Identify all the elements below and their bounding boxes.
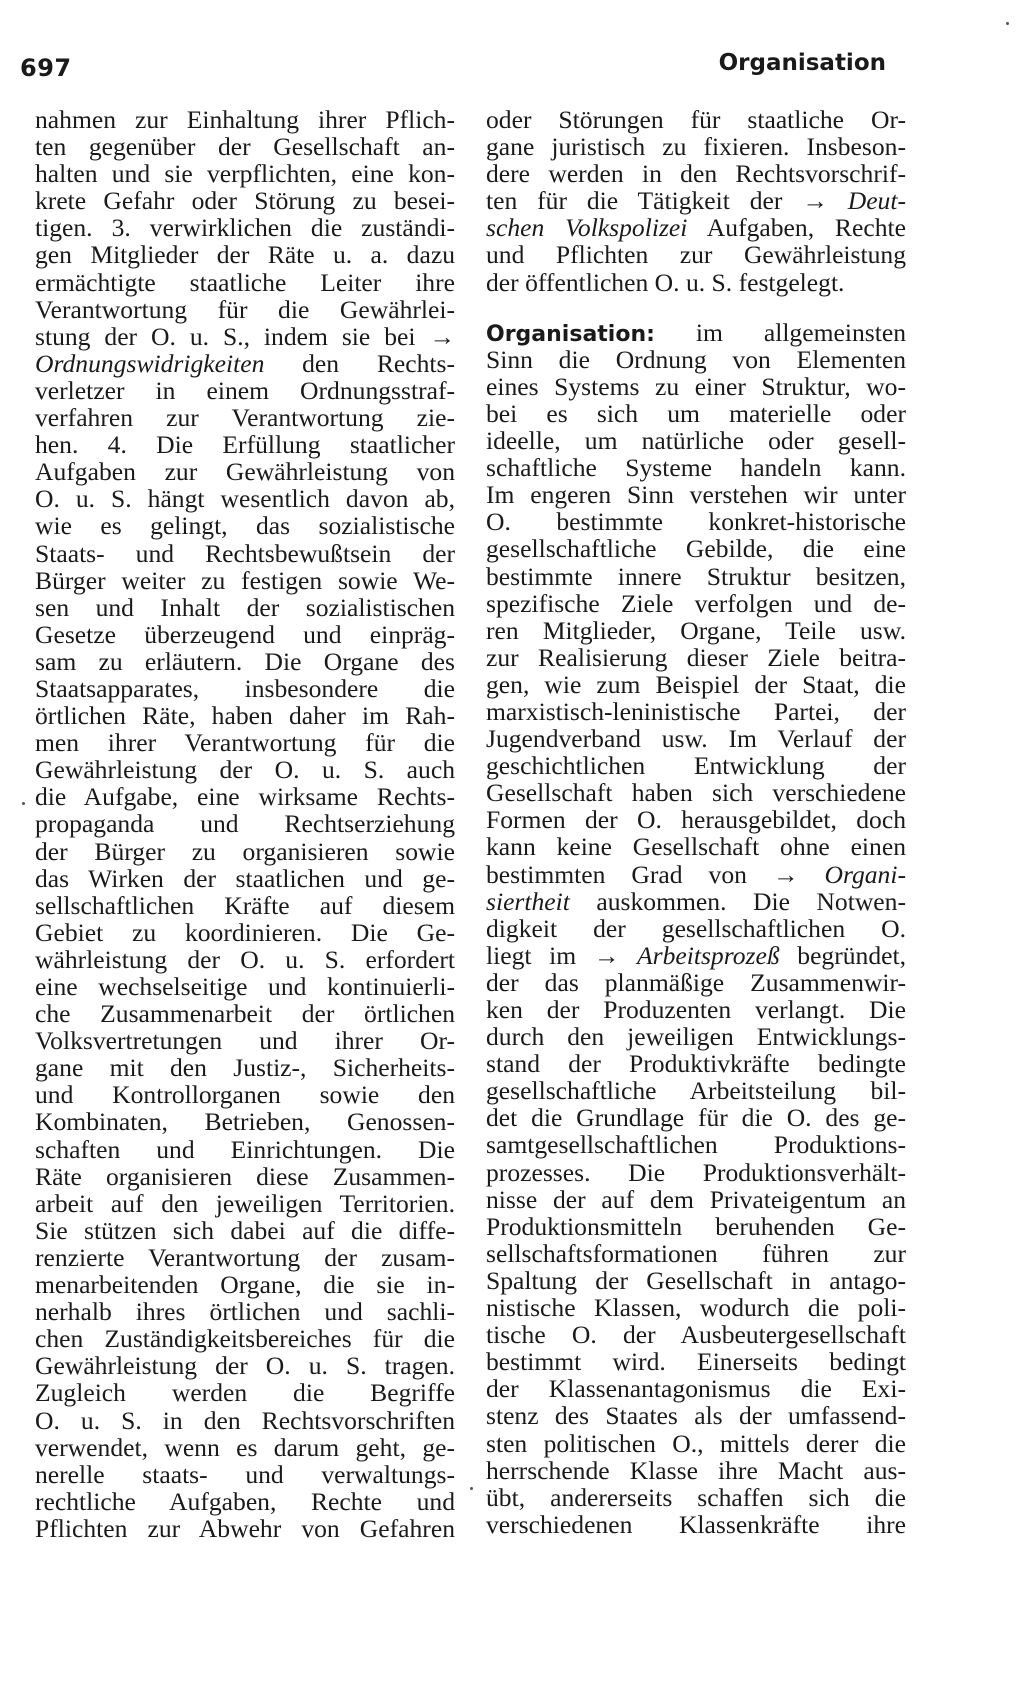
- text-line: gen Mitglieder der Räte u. a. dazu: [35, 240, 455, 270]
- text-line: ideelle, um natürliche oder gesell-: [486, 426, 906, 456]
- entry-first-line-text: im allgemeinsten: [695, 317, 906, 347]
- text-line: gesellschaftliche Arbeitsteilung bil-: [486, 1076, 906, 1106]
- text-line: stung der O. u. S., indem sie bei →: [35, 321, 455, 351]
- text-line: ren Mitglieder, Organe, Teile usw.: [486, 615, 906, 645]
- text-line: Jugendverband usw. Im Verlauf der: [486, 724, 906, 754]
- text-line: eine wechselseitige und kontinuierli-: [35, 972, 455, 1001]
- text-line: nisse der auf dem Privateigentum an: [486, 1184, 906, 1214]
- text-line: Sinn die Ordnung von Elementen: [486, 344, 906, 374]
- text-line: O. u. S. in den Rechtsvorschriften: [35, 1405, 455, 1435]
- text-line: arbeit auf den jeweiligen Territorien.: [35, 1188, 455, 1218]
- text-line: verwendet, wenn es darum geht, ge-: [35, 1432, 455, 1462]
- text-line: sellschaftlichen Kräfte auf diesem: [35, 890, 455, 920]
- text-line: digkeit der gesellschaftlichen O.: [486, 913, 906, 943]
- right-column: [486, 106, 906, 1538]
- text-line: Produktionsmitteln beruhenden Ge-: [486, 1211, 906, 1241]
- text-line: gesellschaftliche Gebilde, die eine: [486, 534, 906, 564]
- text-line: bestimmt wird. Einerseits bedingt: [486, 1347, 906, 1377]
- text-line: Bürger weiter zu festigen sowie We-: [35, 565, 455, 595]
- text-line: tische O. der Ausbeutergesellschaft: [486, 1320, 906, 1350]
- text-line: bei es sich um materielle oder: [486, 398, 906, 428]
- text-line: gen, wie zum Beispiel der Staat, die: [486, 669, 906, 699]
- entry-headword: Organisation:: [486, 321, 655, 347]
- text-line: halten und sie verpflichten, eine kon-: [35, 159, 455, 189]
- text-line: währleistung der O. u. S. erfordert: [35, 944, 455, 974]
- continued-paragraph: [486, 106, 906, 296]
- text-line: O. u. S. hängt wesentlich davon ab,: [35, 484, 455, 514]
- text-line: Verantwortung für die Gewährlei-: [35, 294, 455, 324]
- text-line: verletzer in einem Ordnungsstraf-: [35, 375, 455, 405]
- text-line: bestimmten Grad von → Organi-: [486, 859, 906, 889]
- text-line: bestimmte innere Struktur besitzen,: [486, 561, 906, 591]
- text-line: der Bürger zu organisieren sowie: [35, 836, 455, 866]
- entry-first-line: [486, 319, 906, 346]
- text-line: ten für die Tätigkeit der → Deut-: [486, 186, 906, 216]
- text-line: ken der Produzenten verlangt. Die: [486, 995, 906, 1024]
- text-line: gane mit den Justiz-, Sicherheits-: [35, 1053, 455, 1083]
- text-line: prozesses. Die Produktionsverhält-: [486, 1157, 906, 1187]
- text-line: rechtliche Aufgaben, Rechte und: [35, 1486, 455, 1516]
- text-line: der das planmäßige Zusammenwir-: [486, 967, 906, 997]
- text-line: Staats- und Rechtsbewußtsein der: [35, 538, 455, 568]
- text-line: herrschende Klasse ihre Macht aus-: [486, 1455, 906, 1485]
- text-line: Spaltung der Gesellschaft in antago-: [486, 1265, 906, 1295]
- text-line: gane juristisch zu fixieren. Insbeson-: [486, 132, 906, 162]
- text-line: Gesetze überzeugend und einpräg-: [35, 619, 455, 649]
- text-line: Staatsapparates, insbesondere die: [35, 673, 455, 703]
- text-line: sen und Inhalt der sozialistischen: [35, 592, 455, 622]
- text-line: schaften und Einrichtungen. Die: [35, 1134, 455, 1164]
- text-line: nistische Klassen, wodurch die poli-: [486, 1293, 906, 1323]
- text-line: Zugleich werden die Begriffe: [35, 1378, 455, 1408]
- text-line: O. bestimmte konkret-historische: [486, 507, 906, 537]
- text-line: det die Grundlage für die O. des ge-: [486, 1103, 906, 1133]
- text-line: übt, andererseits schaffen sich die: [486, 1482, 906, 1512]
- text-line: Volksvertretungen und ihrer Or-: [35, 1026, 455, 1056]
- text-line: chen Zuständigkeitsbereiches für die: [35, 1324, 455, 1354]
- text-line: sam zu erläutern. Die Organe des: [35, 646, 455, 676]
- text-line: Räte organisieren diese Zusammen-: [35, 1161, 455, 1191]
- text-line: und Kontrollorganen sowie den: [35, 1080, 455, 1110]
- text-line: schaftliche Systeme handeln kann.: [486, 453, 906, 483]
- text-line: men ihrer Verantwortung für die: [35, 728, 455, 758]
- text-line: eines Systems zu einer Struktur, wo-: [486, 371, 906, 401]
- text-line: che Zusammenarbeit der örtlichen: [35, 999, 455, 1029]
- text-line: schen Volkspolizei Aufgaben, Rechte: [486, 213, 906, 243]
- text-line: stenz des Staates als der umfassend-: [486, 1401, 906, 1431]
- text-line: Kombinaten, Betrieben, Genossen-: [35, 1107, 455, 1137]
- text-line: siertheit auskommen. Die Notwen-: [486, 886, 906, 916]
- text-line: renzierte Verantwortung der zusam-: [35, 1242, 455, 1272]
- text-line: Sie stützen sich dabei auf die diffe-: [35, 1215, 455, 1245]
- text-line: nahmen zur Einhaltung ihrer Pflich-: [35, 105, 455, 134]
- text-line: liegt im → Arbeitsprozeß begründet,: [486, 940, 907, 970]
- text-line: dere werden in den Rechtsvorschrif-: [486, 159, 906, 189]
- text-line: samtgesellschaftlichen Produktions-: [486, 1130, 906, 1160]
- text-line: Formen der O. herausgebildet, doch: [486, 805, 906, 835]
- entry-body: [486, 346, 906, 1538]
- text-line: durch den jeweiligen Entwicklungs-: [486, 1022, 906, 1052]
- text-line: stand der Produktivkräfte bedingte: [486, 1049, 906, 1079]
- running-head: Organisation: [718, 50, 886, 76]
- text-line: der öffentlichen O. u. S. festgelegt.: [486, 267, 845, 297]
- text-line: zur Realisierung dieser Ziele beitra-: [486, 642, 906, 672]
- text-line: örtlichen Räte, haben daher im Rah-: [35, 701, 455, 731]
- text-line: Gewährleistung der O. u. S. auch: [35, 755, 455, 785]
- text-line: die Aufgabe, eine wirksame Rechts-: [35, 782, 455, 812]
- text-line: hen. 4. Die Erfüllung staatlicher: [35, 430, 455, 460]
- text-line: menarbeitenden Organe, die sie in-: [35, 1270, 455, 1300]
- text-line: sten politischen O., mittels derer die: [486, 1428, 906, 1458]
- text-line: Ordnungswidrigkeiten den Rechts-: [35, 348, 455, 378]
- text-line: ermächtigte staatliche Leiter ihre: [35, 267, 455, 297]
- text-line: marxistisch-leninistische Partei, der: [486, 696, 906, 726]
- text-line: spezifische Ziele verfolgen und de-: [486, 588, 906, 618]
- text-line: geschichtlichen Entwicklung der: [486, 751, 906, 781]
- text-line: nerhalb ihres örtlichen und sachli-: [35, 1297, 455, 1327]
- text-line: verschiedenen Klassenkräfte ihre: [486, 1509, 906, 1539]
- text-line: ten gegenüber der Gesellschaft an-: [35, 132, 455, 162]
- text-line: wie es gelingt, das sozialistische: [35, 511, 455, 541]
- text-line: Pflichten zur Abwehr von Gefahren: [35, 1513, 455, 1543]
- text-line: der Klassenantagonismus die Exi-: [486, 1374, 906, 1404]
- text-line: propaganda und Rechtserziehung: [35, 809, 455, 839]
- page-number: 697: [20, 54, 72, 82]
- text-line: kann keine Gesellschaft ohne einen: [486, 832, 906, 862]
- text-line: oder Störungen für staatliche Or-: [486, 105, 906, 134]
- left-column: [35, 106, 455, 1542]
- text-line: Gewährleistung der O. u. S. tragen.: [35, 1351, 455, 1381]
- text-line: Gebiet zu koordinieren. Die Ge-: [35, 917, 455, 947]
- text-line: verfahren zur Verantwortung zie-: [35, 403, 455, 433]
- text-line: Gesellschaft haben sich verschiedene: [486, 778, 906, 808]
- text-line: nerelle staats- und verwaltungs-: [35, 1459, 455, 1489]
- text-line: sellschaftsformationen führen zur: [486, 1238, 906, 1268]
- text-line: das Wirken der staatlichen und ge-: [35, 863, 455, 893]
- text-line: krete Gefahr oder Störung zu besei-: [35, 186, 455, 216]
- text-line: Im engeren Sinn verstehen wir unter: [486, 480, 906, 510]
- text-line: tigen. 3. verwirklichen die zuständi-: [35, 213, 455, 243]
- text-line: und Pflichten zur Gewährleistung: [486, 240, 906, 270]
- text-line: Aufgaben zur Gewährleistung von: [35, 457, 455, 487]
